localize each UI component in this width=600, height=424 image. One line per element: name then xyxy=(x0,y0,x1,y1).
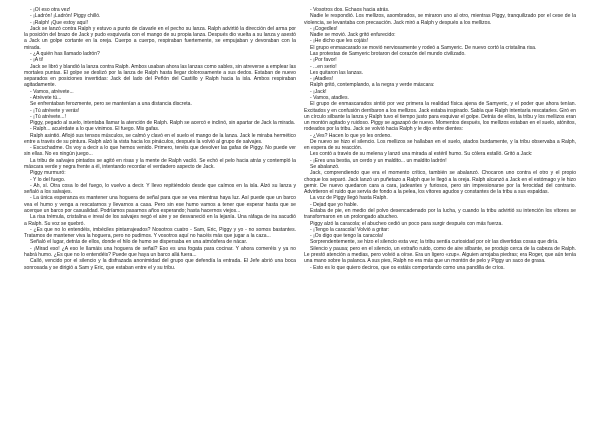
dialogue-line: - ¡Ladrón! ¡Ladrón! Piggy chilló. xyxy=(30,13,101,20)
paragraph: Piggy, pegado al suelo, intentaba llamar la atención de Ralph. Ralph se acercó e inclinó, sin apartar de Jack la mirada. xyxy=(30,120,296,127)
dialogue-line: - ¡Oí eso otra vez! xyxy=(30,7,71,13)
dialogue-line: - ¡Eres una bestia, un cerdo y un maldito... un maldito ladrón! xyxy=(310,157,447,164)
dialogue-line: - Atrévete tú... xyxy=(30,94,62,101)
dialogue-line: - Escuchadme. Os voy a decir a lo que hemos venido. Primero, tenéis que devolver las gafas de Piggy. No puede ver sin ellas. No es ningún juego... xyxy=(24,145,296,158)
paragraph: La tribu de salvajes pintados se agitó en risas y la mente de Ralph vaciló. Se echó el pelo hacia atrás y contempló la máscara verde y negra frente a él, intentando recordar el verdadero aspecto de Jack. xyxy=(24,157,296,171)
dialogue-line: - ¡A ti! xyxy=(30,57,44,64)
dialogue-line: - ¡He dicho que les cojáis! xyxy=(310,38,369,45)
dialogue-line: - Ralph... acuérdate a lo que vinimos. El fuego. Mis gafas. xyxy=(30,126,160,133)
paragraph: Estaba de pie, en medio del polvo desencadenado por la lucha, y cuando la tribu advirtió su intención los vítores se transformaron en un prolongado abucheo. xyxy=(304,208,576,221)
paragraph: Ralph asintió. Aflojó sus tensos músculos, se calmó y clavó en el suelo el mango de la lanza. Jack le miraba hermético entre a través de su pintura. Ralph alzó la vista hacia los pináculos, después la volvió al grupo de salvajes. xyxy=(24,132,296,145)
paragraph: El grupo de enmascarados sintió por vez primera la realidad física ajena de Samyeric, y el poder que ahora tenían. Excitados y en confusión derribaron a los mellizos. Jack estaba inspirado. Sabía que Ralph intentaría rescatarles. Giró en un círculo silbante la lanza y Ralph tuvo el tiempo justo para esquivar el golpe. Detrás de ellos, la tribu y los mellizos eran un montón agitado y ruidoso. Piggy se agazapó de nuevo. Momentos después, los mellizos estaban en el suelo, atónitos, rodeados por la tribu. Jack se volvió hacia Ralph y le dijo entre dientes: xyxy=(304,101,576,133)
paragraph: Piggy alzó la caracola; el abucheo cedió un poco para surgir después con más fuerza. xyxy=(310,220,503,227)
dialogue-line: - ¿A quién has llamado ladrón? xyxy=(30,50,100,57)
paragraph: Jack se lanzó contra Ralph y estuvo a punto de clavarle en el pecho su lanza. Ralph advirtió la dirección del arma por la posición del brazo de Jack y pudo esquivarla con el mango de su propia lanza. Después dio vuelta a su lanza y asestó a Jack un golpe cortante en la oreja. Cuerpo a cuerpo, respiraban fuertemente, se empujaban y devoraban con la mirada. xyxy=(24,25,296,51)
dialogue-line: - ¡Jack! xyxy=(310,88,327,95)
paragraph: Ralph gritó, contemplando, a la negra y verde máscara: xyxy=(310,82,435,89)
paragraph: Jack se libró y blandió la lanza contra Ralph. Ambos usaban ahora las lanzas como sables, sin atreverse a emplear las mortales puntas. El golpe se deslizó por la lanza de Ralph hasta llegar dolorosamente a sus dedos. Estaban de nuevo separados en posiciones invertidas: Jack del lado del Peñón del Castillo y Ralph hacia la isla. Ambos respiraban agitadamente. xyxy=(24,63,296,89)
paragraph: La risa trémula, cristalina e irreal de los salvajes negó el aire y se desvaneció en la lejanía. Una ráfaga de ira sacudió a Ralph. Su voz se quebró. xyxy=(24,214,296,227)
paragraph: La voz de Piggy llegó hasta Ralph. xyxy=(310,195,388,202)
paragraph: Nadie le respondió. Los mellizos, asombrados, se miraron uno al otro, mientras Piggy, tranquilizado por el cese de la violencia, se levantaba con precaución. Jack miró a Ralph y después a los mellizos. xyxy=(304,13,576,26)
paragraph: Señaló el lugar, detrás de ellos, donde el hilo de humo se dispersaba en una atmósfera de nácar. xyxy=(30,239,248,246)
dialogue-line: - ¡Tú atrévete y verás! xyxy=(30,107,80,114)
dialogue-line: - ¡Tú atrévete...! xyxy=(30,113,66,120)
paragraph: Las protestas de Samyeric brotaron del corazón del mundo civilizado. xyxy=(310,50,466,57)
dialogue-line: - La única esperanza es mantener una hoguera de señal para que se vea mientras haya luz. Así puede que un barco vea el humo y venga a rescatarnos y llevarnos a casa. Pero sin ese humo vamos a tener que esperar hasta que se acerque un barco por casualidad. Podríamos pasarnos años esperando; hasta hacernos viejos... xyxy=(24,195,296,214)
paragraph: Se enfrentaban ferozmente, pero se mantenían a una distancia discreta. xyxy=(30,101,192,108)
dialogue-line: - Vamos, atrévete... xyxy=(30,88,74,95)
dialogue-line: - ¡Atadles! xyxy=(310,76,333,83)
right-text-column xyxy=(304,7,576,419)
dialogue-line: - ¿Es que no lo entendéis, imbéciles pintarrajeados? Nosotros cuatro - Sam, Eric, Piggy y yo - no somos bastantes. Tratamos de mantener viva la hoguera, pero no pudimos. Y vosotros aquí no hacéis más que jugar a la caza... xyxy=(24,226,296,240)
dialogue-line: - ¿Ves? Hacen lo que yo les ordeno. xyxy=(310,132,392,139)
left-text-column xyxy=(24,7,296,419)
paragraph: Sorprendentemente, se hizo el silencio esta vez; la tribu sentía curiosidad por oír las divertidas cosas que diría. xyxy=(310,239,559,246)
paragraph: Les contó a través de su melena y lanzó una mirada al estéril humo. Su cólera estalló. Gritó a Jack: xyxy=(310,151,533,158)
dialogue-line: - ¡Os digo que tengo la caracola! xyxy=(310,233,384,240)
paragraph: Calló, vencido por el silencio y la disfrazada anonimidad del grupo que defendía la entrada. El Jefe abrió una boca sonrosada y se dirigió a Sam y Eric, que estaban entre el y su tribu. xyxy=(24,258,296,271)
paragraph: Nadie se movió. Jack gritó enfurecido: xyxy=(310,32,396,39)
dialogue-line: - ¡Cogedles! xyxy=(310,25,338,32)
dialogue-line: - ¡Tengo la caracola! Volvió a gritar: xyxy=(310,226,390,233)
paragraph: De nuevo se hizo el silencio. Los mellizos se hallaban en el suelo, atados burdamente, y la tribu observaba a Ralph, en espera de su reacción. xyxy=(304,138,576,152)
dialogue-line: - Vamos, atadles. xyxy=(310,94,349,101)
dialogue-line: - Vosotros dos. Echaos hacia atrás. xyxy=(310,7,390,13)
dialogue-line: - Dejad que yo hable. xyxy=(310,201,358,208)
dialogue-line: - ¡Ralph! ¡Que estoy aquí! xyxy=(30,19,89,26)
paragraph: Jack, comprendiendo que era el momento crítico, también se abalanzó. Chocaron uno contra el otro y el propio choque los separó. Jack lanzó un puñetazo a Ralph que le llegó a la oreja. Ralph alcanzó a Jack en el estómago y le hizo gemir. De nuevo quedaron cara a cara, jadeantes y furiosos, pero sin impresionarse por la ferocidad del contrario. Advirtieron el ruido que servía de fondo a la pelea, los vítores agudos y constantes de la tribu a sus espaldas. xyxy=(304,170,576,196)
paragraph: Silencio y pausa; pero en el silencio, un extraño ruido, como de aire silbante, se produjo cerca de la cabeza de Ralph. Le prestó atención a medias, pero volvió a oírse. Era un ligero «zup». Alguien arrojaba piedras; era Roger, que aún tenía una mano sobre la palanca. A sus pies, Ralph no era más que un montón de pelo y Piggy un saco de grasa. xyxy=(304,245,576,265)
paragraph: Se abalanzó. xyxy=(310,164,340,171)
dialogue-line: - ¡Por favor! xyxy=(310,57,337,64)
paragraph: Piggy murmuró: xyxy=(30,170,66,177)
dialogue-line: - Y lo del fuego. xyxy=(30,176,66,183)
paragraph: Les quitaron las lanzas. xyxy=(310,69,364,76)
dialogue-line: - ¡Mirad eso! ¿A eso le llamáis una hoguera de señal? Eso es una fogata para cocinar. Y ahora comeréis y ya no habrá humo. ¿Es que no lo entendéis? Puede que haya un barco allá fuera... xyxy=(24,245,296,258)
dialogue-line: - ...en serio! xyxy=(310,63,337,70)
paragraph: El grupo enmascarado se movió nerviosamente y rodeó a Samyeric. De nuevo cortó la cristalina risa. xyxy=(310,44,537,51)
dialogue-line: - Esto es lo que quiero deciros, que os estáis comportando como una pandilla de críos. xyxy=(310,264,505,271)
dialogue-line: - Ah, sí. Otra cosa lo del fuego, lo vuelvo a decir. Y llevo repitiéndolo desde que caímos en la isla. Alzó su lanza y señaló a los salvajes. xyxy=(24,182,296,196)
